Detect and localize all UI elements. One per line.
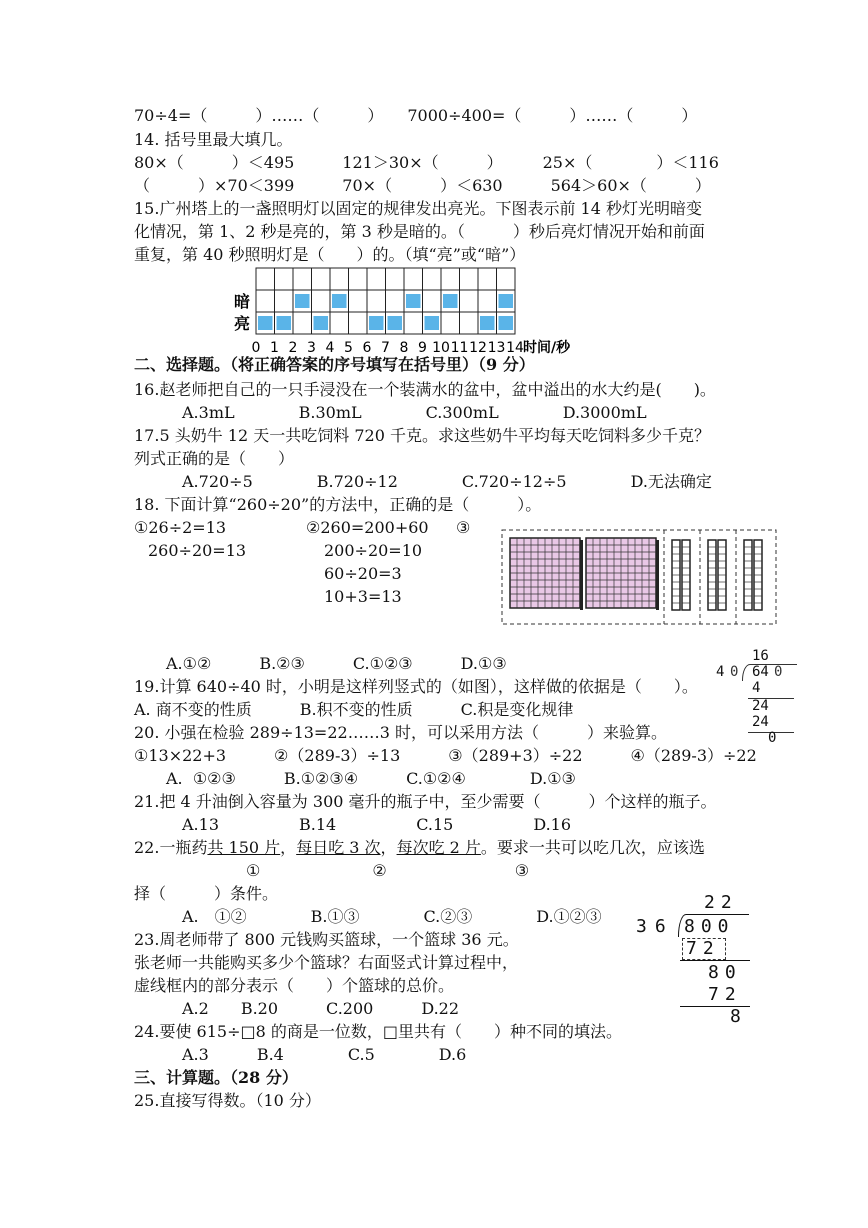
dark-second-mark: [406, 294, 421, 308]
q19-quotient: 16: [752, 648, 769, 664]
q23-quotient: 22: [704, 892, 738, 913]
grid-cell: [386, 290, 405, 312]
axis-tick-label: 1: [270, 340, 279, 356]
axis-tick-label: 10: [432, 340, 450, 356]
grid-cell: [404, 312, 423, 334]
section-3-heading: 三、计算题。（28 分）: [134, 1068, 298, 1087]
axis-tick-label: 14: [506, 340, 524, 356]
ten-rods: [672, 540, 762, 610]
q22-options: A. ①② B.①③ C.②③ D.①②③: [182, 907, 602, 926]
grid-cell: [349, 290, 368, 312]
axis-tick-label: 6: [362, 340, 372, 356]
q25-text: 25.直接写得数。（10 分）: [134, 1091, 321, 1110]
axis-unit-label: 时间/秒: [523, 340, 571, 356]
q19-text: 19.计算 640÷40 时，小明是这样列竖式的（如图），这样做的依据是（ ）。: [134, 677, 698, 696]
q13-tail: 70÷4=（ ）……（ ） 7000÷400=（ ）……（ ）: [134, 106, 698, 125]
grid-cell: [367, 268, 386, 290]
q17-options: A.720÷5 B.720÷12 C.720÷12÷5 D.无法确定: [182, 472, 712, 491]
light-second-mark: [369, 316, 384, 330]
q23-line2: 张老师一共能购买多少个篮球？右面竖式计算过程中，: [134, 953, 519, 972]
q14-row2: （ ）×70＜399 70×（ ）＜630 564＞60×（ ）: [134, 176, 711, 195]
axis-tick-label: 2: [288, 340, 298, 356]
q18-method2-d: 10+3=13: [324, 587, 402, 606]
q19-divisor: 4: [716, 664, 725, 680]
light-pattern-figure: [234, 266, 604, 358]
grid-cell: [404, 268, 423, 290]
light-second-mark: [258, 316, 273, 330]
q23-remainder: 8: [730, 1006, 741, 1027]
q18-method2-c: 60÷20=3: [324, 564, 402, 583]
q16-options: A.3mL B.30mL C.300mL D.3000mL: [182, 403, 647, 422]
q22-suffix: 。要求一共可以吃几次，应该选: [480, 838, 705, 857]
q18-method1-a: ①26÷2=13: [134, 518, 227, 537]
q22-line1: [134, 838, 705, 858]
grid-cell: [349, 312, 368, 334]
grid-cell: [256, 290, 275, 312]
light-pattern-grid: [234, 266, 604, 358]
axis-tick-label: 3: [307, 340, 316, 356]
light-second-mark: [388, 316, 403, 330]
q17-line1: 17.5 头奶牛 12 天一共吃饲料 720 千克。求这些奶牛平均每天吃饲料多少千克？: [134, 426, 710, 445]
q22-markers: ① ② ③: [246, 861, 530, 880]
q18-options: A.①② B.②③ C.①②③ D.①③: [166, 654, 507, 673]
grid-cell: [478, 268, 497, 290]
base-ten-blocks-figure: [500, 528, 780, 628]
light-second-mark: [480, 316, 495, 330]
grid-cell: [441, 312, 460, 334]
grid-cell: [367, 290, 386, 312]
axis-tick-label: 8: [399, 340, 409, 356]
q22-condition-3: 每次吃 2 片: [396, 838, 481, 857]
q18-method1-b: 260÷20=13: [148, 541, 247, 560]
grid-cell: [293, 268, 312, 290]
q18-method2-a: ②260=200+60: [306, 518, 429, 537]
q19-step1: 4: [752, 680, 761, 696]
dark-second-mark: [499, 294, 514, 308]
q14-row1: 80×（ ）＜495 121＞30×（ ） 25×（ ）＜116: [134, 153, 719, 172]
grid-cell: [423, 290, 442, 312]
q21-options: A.13 B.14 C.15 D.16: [182, 815, 572, 834]
dark-second-mark: [295, 294, 310, 308]
q23-options: A.2 B.20 C.200 D.22: [182, 999, 460, 1018]
q15-line1: 15.广州塔上的一盏照明灯以固定的规律发出亮光。下图表示前 14 秒灯光明暗变: [134, 199, 702, 218]
axis-tick-label: 9: [418, 340, 427, 356]
grid-cell: [312, 268, 331, 290]
q20-line1: 20. 小强在检验 289÷13=22……3 时，可以采用方法（ ）来验算。: [134, 723, 667, 742]
grid-cell: [386, 268, 405, 290]
q22-condition-2: 每日吃 3 次: [296, 838, 381, 857]
q23-line3: 虚线框内的部分表示（ ）个篮球的总价。: [134, 976, 455, 995]
grid-cell: [460, 268, 479, 290]
q22-sep: ，: [280, 838, 297, 857]
q19-remainder: 0: [768, 730, 777, 746]
q24-options: A.3 B.4 C.5 D.6: [182, 1045, 467, 1064]
axis-tick-label: 12: [469, 340, 487, 356]
grid-cell: [460, 312, 479, 334]
q23-step3: 72: [708, 984, 742, 1005]
axis-tick-label: 4: [325, 340, 335, 356]
q22-prefix: 22.一瓶药: [134, 838, 208, 857]
light-second-mark: [277, 316, 292, 330]
section-2-heading: 二、选择题。（将正确答案的序号填写在括号里）（9 分）: [134, 355, 535, 374]
q19-dividend: 64: [752, 664, 769, 680]
q23-step2: 80: [708, 962, 742, 983]
q18-method2-b: 200÷20=10: [324, 541, 423, 560]
hundred-blocks: [510, 538, 659, 610]
grid-cell: [256, 268, 275, 290]
q15-line2: 化情况，第 1、2 秒是亮的，第 3 秒是暗的。（ ）秒后亮灯情况开始和前面: [134, 222, 705, 241]
q21-text: 21.把 4 升油倒入容量为 300 毫升的瓶子中，至少需要（ ）个这样的瓶子。: [134, 792, 717, 811]
q23-long-division: [632, 892, 762, 1032]
q15-line3: 重复，第 40 秒照明灯是（ ）的。（填“亮”或“暗”）: [134, 245, 526, 264]
light-second-mark: [499, 316, 514, 330]
axis-tick-label: 0: [251, 340, 261, 356]
q22-sep: ，: [380, 838, 397, 857]
light-second-mark: [314, 316, 329, 330]
grid-cell: [275, 268, 294, 290]
row-label: 暗: [234, 292, 251, 311]
q22-line2: 择（ ）条件。: [134, 884, 279, 903]
q23-line1: 23.周老师带了 800 元钱购买篮球，一个篮球 36 元。: [134, 930, 519, 949]
q20-options: A. ①②③ B.①②③④ C.①②④ D.①③: [166, 769, 576, 788]
grid-cell: [497, 268, 516, 290]
q19-long-division: 16 4 0 64 0 4 24 24 0: [712, 648, 798, 748]
grid-cell: [423, 268, 442, 290]
dark-second-mark: [443, 294, 458, 308]
grid-cell: [330, 312, 349, 334]
row-label: 亮: [234, 314, 251, 333]
light-second-mark: [425, 316, 440, 330]
grid-cell: [349, 268, 368, 290]
q16-text: 16.赵老师把自己的一只手浸没在一个装满水的盆中，盆中溢出的水大约是( )。: [134, 380, 716, 399]
grid-cell: [312, 290, 331, 312]
q14-title: 14. 括号里最大填几。: [134, 130, 293, 149]
q19-options: A. 商不变的性质 B.积不变的性质 C.积是变化规律: [134, 700, 574, 719]
q23-dividend: 800: [684, 916, 735, 937]
q23-divisor: 36: [636, 916, 674, 937]
grid-cell: [478, 290, 497, 312]
axis-tick-label: 13: [487, 340, 506, 356]
dark-second-mark: [332, 294, 347, 308]
q18-method3-mark: ③: [456, 518, 471, 537]
q23-boxed-value: 72: [686, 938, 720, 959]
grid-cell: [441, 268, 460, 290]
q18-text: 18. 下面计算“260÷20”的方法中，正确的是（ ）。: [134, 495, 542, 514]
q22-condition-1: 共 150 片: [207, 838, 281, 857]
q17-line2: 列式正确的是（ ）: [134, 449, 295, 468]
axis-tick-label: 5: [344, 340, 353, 356]
grid-cell: [293, 312, 312, 334]
q19-step2: 24: [752, 698, 769, 714]
grid-cell: [460, 290, 479, 312]
grid-cell: [275, 290, 294, 312]
axis-tick-label: 7: [381, 340, 390, 356]
q20-line2: ①13×22+3 ②（289-3）÷13 ③（289+3）÷22 ④（289-3）÷22: [134, 746, 757, 765]
grid-cell: [330, 268, 349, 290]
q24-text: 24.要使 615÷□8 的商是一位数，□里共有（ ）种不同的填法。: [134, 1022, 622, 1041]
q19-step3: 24: [752, 714, 769, 730]
axis-tick-label: 11: [450, 340, 469, 356]
